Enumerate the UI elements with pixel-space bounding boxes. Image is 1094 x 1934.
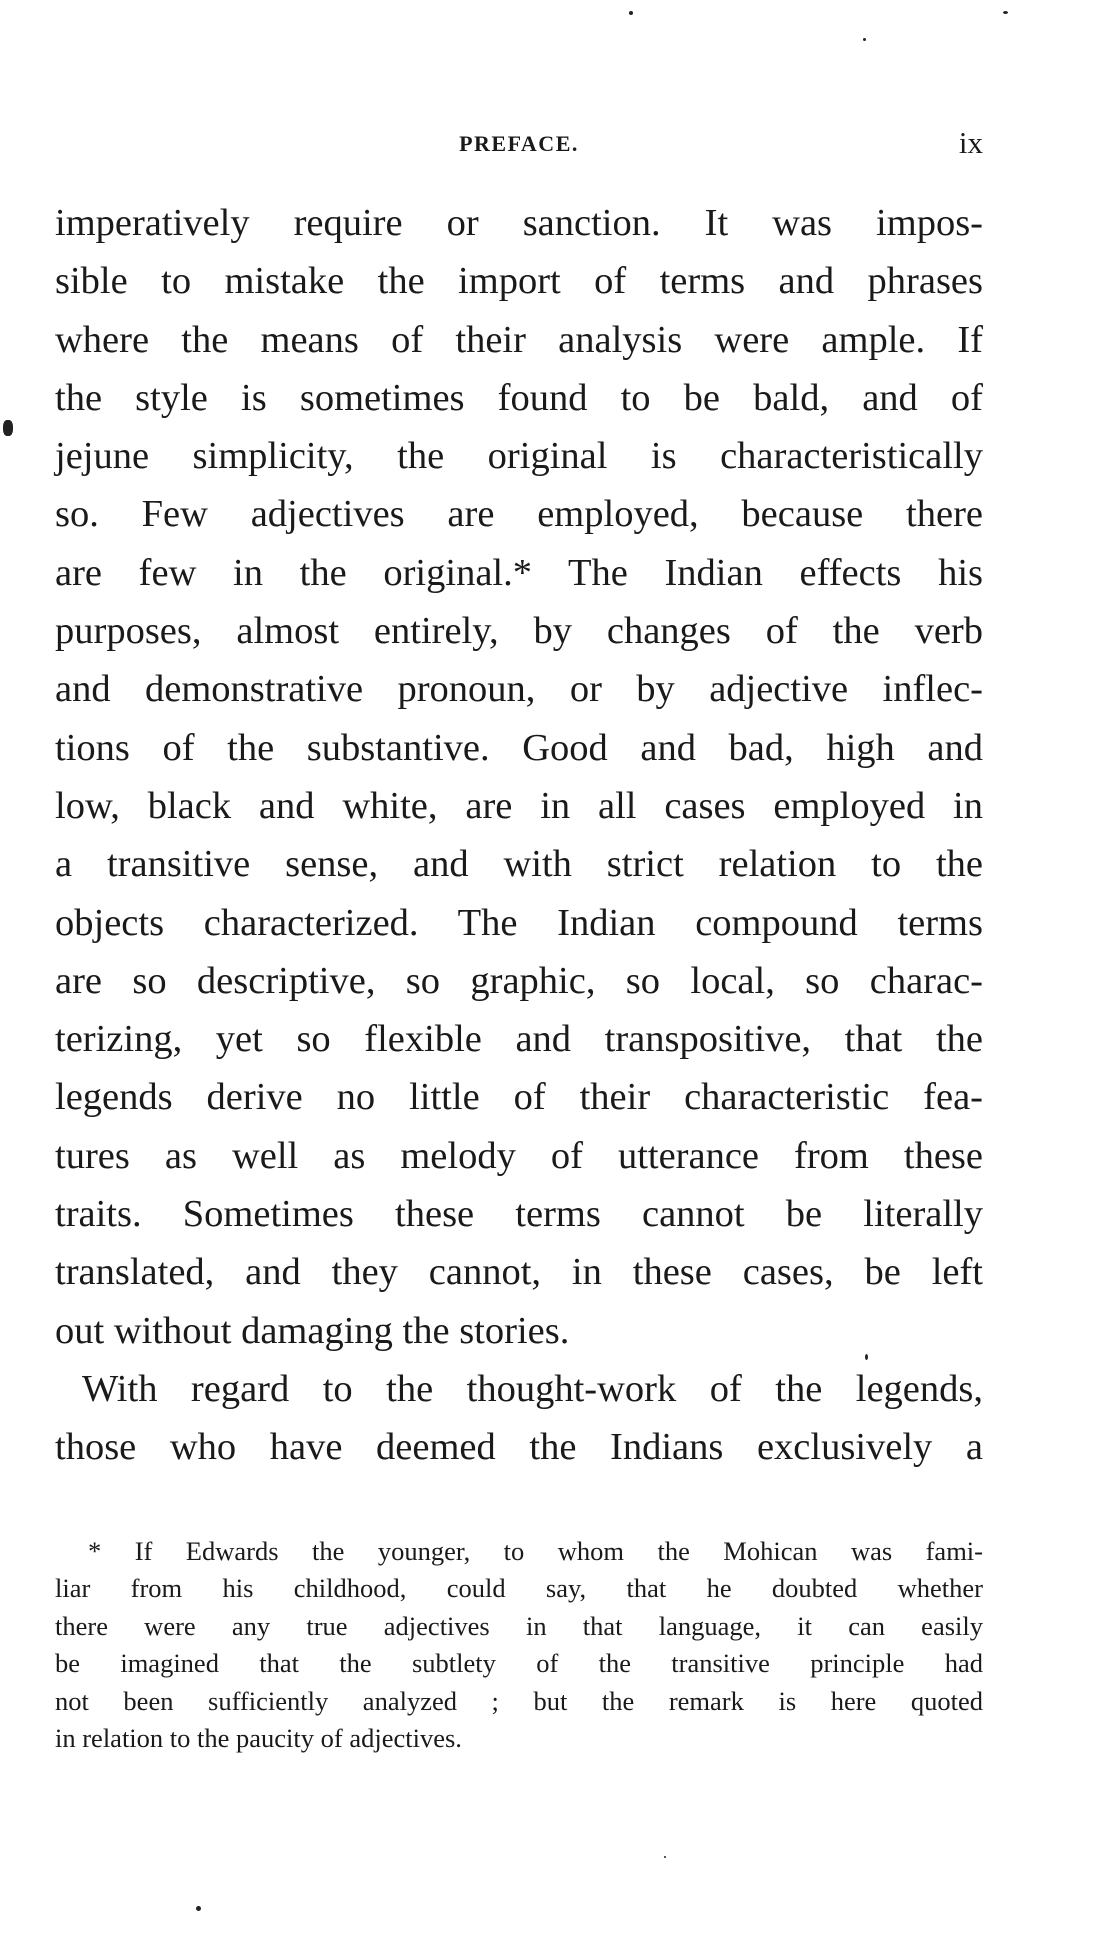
body-line-paragraph-end: out without damaging the stories. xyxy=(55,1309,570,1352)
footnote-line: * If Edwards the younger, to whom the Mohican was fami- xyxy=(88,1536,983,1566)
chapter-title: PREFACE. xyxy=(459,131,579,156)
scan-speck xyxy=(196,1906,201,1911)
footnote-line: not been sufficiently analyzed ; but the remark is here quoted xyxy=(55,1685,983,1716)
body-line: the style is sometimes found to be bald, and of xyxy=(55,376,983,419)
body-line: low, black and white, are in all cases employed in xyxy=(55,784,983,827)
footnote-line: there were any true adjectives in that language, it can easily xyxy=(55,1610,983,1641)
body-line: traits. Sometimes these terms cannot be literally xyxy=(55,1193,983,1236)
body-line: where the means of their analysis were ample. If xyxy=(55,318,983,361)
running-head xyxy=(55,125,983,165)
body-line-paragraph-start: With regard to the thought-work of the legends, xyxy=(82,1367,983,1410)
scan-speck xyxy=(863,38,866,41)
body-line: translated, and they cannot, in these cases, be left xyxy=(55,1251,983,1294)
body-line: imperatively require or sanction. It was impos- xyxy=(55,202,983,244)
footnote-line: be imagined that the subtlety of the transitive principle had xyxy=(55,1648,983,1679)
body-line: tures as well as melody of utterance from these xyxy=(55,1134,983,1177)
scan-speck xyxy=(865,1354,868,1360)
body-line: terizing, yet so flexible and transpositive, that the xyxy=(55,1018,983,1061)
scan-speck xyxy=(664,1856,666,1858)
body-line: jejune simplicity, the original is characteristically xyxy=(55,435,983,478)
body-line: are few in the original.* The Indian effects his xyxy=(55,551,983,594)
body-text xyxy=(55,194,983,1477)
footnote-line: liar from his childhood, could say, that he doubted whether xyxy=(55,1573,983,1604)
footnote-line: in relation to the paucity of adjectives. xyxy=(55,1722,462,1753)
body-line: tions of the substantive. Good and bad, high and xyxy=(55,726,983,769)
footnote xyxy=(55,1533,983,1757)
body-line: a transitive sense, and with strict relation to the xyxy=(55,843,983,886)
body-line: are so descriptive, so graphic, so local, so charac- xyxy=(55,959,983,1002)
page-number: ix xyxy=(958,125,983,160)
body-line: sible to mistake the import of terms and phrases xyxy=(55,260,983,303)
body-line: so. Few adjectives are employed, because there xyxy=(55,493,983,536)
scan-speck xyxy=(629,11,633,15)
body-line: those who have deemed the Indians exclusively a xyxy=(55,1426,983,1469)
body-line: objects characterized. The Indian compound terms xyxy=(55,901,983,944)
scan-speck xyxy=(1003,11,1008,14)
scan-speck xyxy=(3,420,13,436)
body-line: legends derive no little of their characteristic fea- xyxy=(55,1076,983,1119)
body-line: and demonstrative pronoun, or by adjective inflec- xyxy=(55,668,983,711)
body-line: purposes, almost entirely, by changes of the verb xyxy=(55,610,983,653)
